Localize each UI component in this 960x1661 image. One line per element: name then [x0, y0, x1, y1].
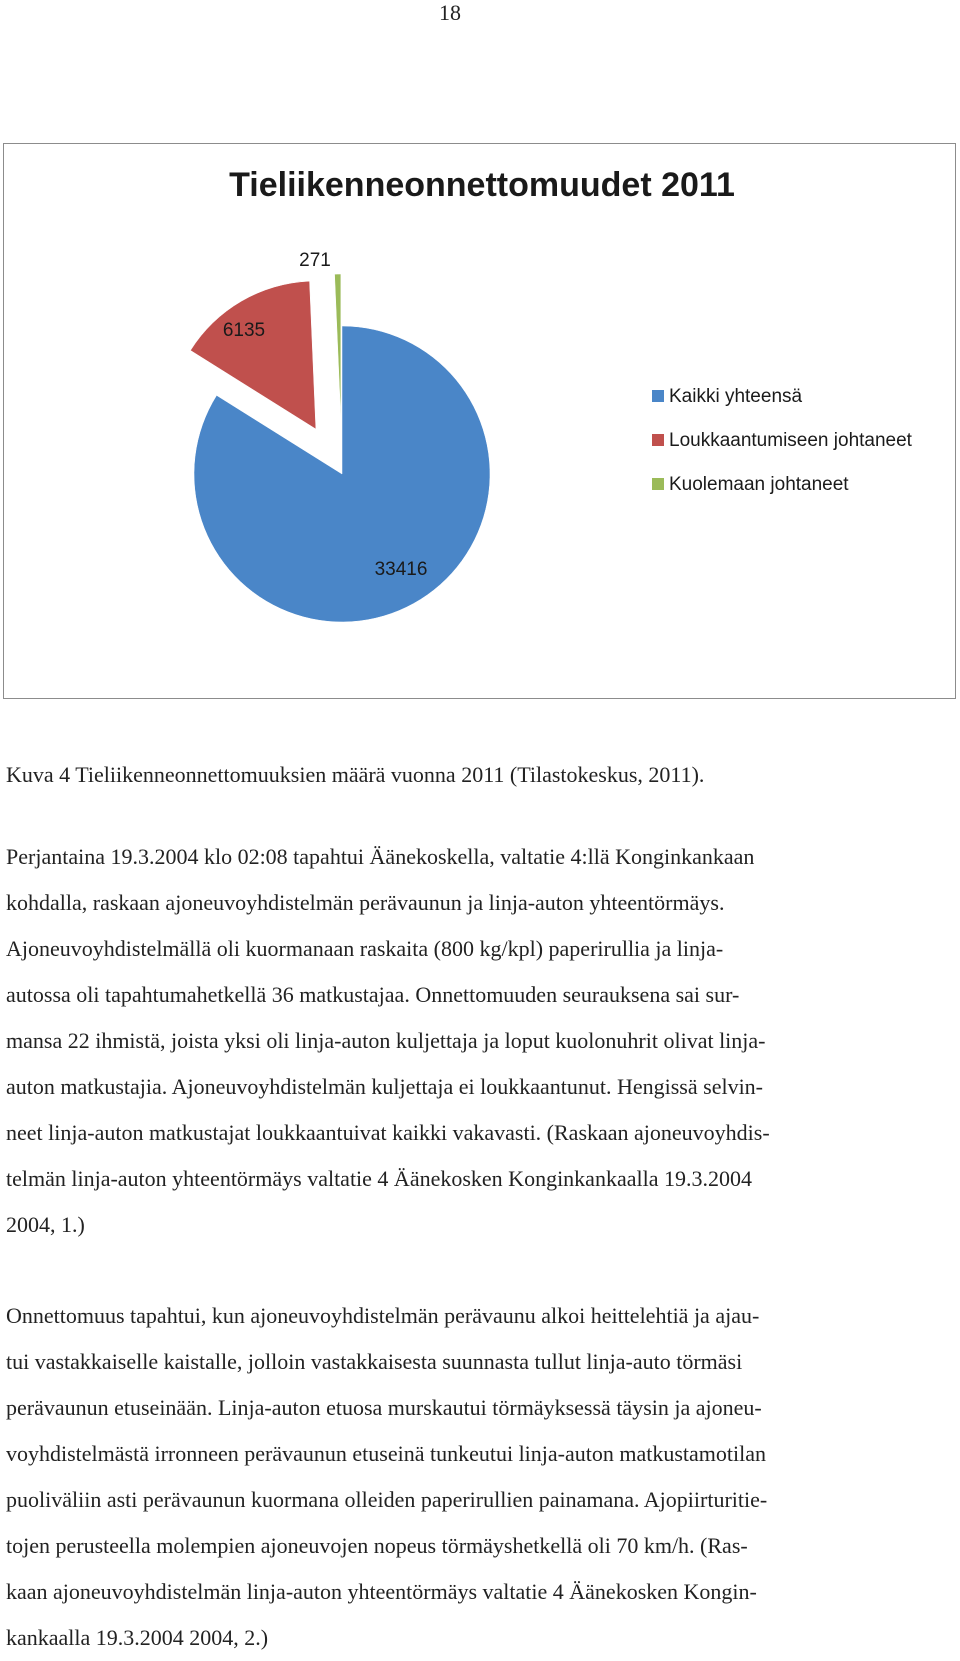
paragraph-line: perävaunun etuseinään. Linja-auton etuosa murskautui törmäyksessä täysin ja ajoneu-: [6, 1395, 762, 1420]
paragraph-line: 2004, 1.): [6, 1212, 85, 1237]
body-paragraph-1: [6, 834, 936, 1248]
paragraph-line: kankaalla 19.3.2004 2004, 2.): [6, 1625, 269, 1650]
chart-title: Tieliikenneonnettomuudet 2011: [229, 166, 735, 204]
pie-data-label: 33416: [374, 559, 428, 580]
paragraph-line: Onnettomuus tapahtui, kun ajoneuvoyhdistelmän perävaunu alkoi heittelehtiä ja ajau-: [6, 1303, 760, 1328]
paragraph-line: kohdalla, raskaan ajoneuvoyhdistelmän perävaunun ja linja-auton yhteentörmäys.: [6, 890, 725, 915]
pie-slice: [190, 281, 315, 429]
paragraph-line: kaan ajoneuvoyhdistelmän linja-auton yhteentörmäys valtatie 4 Äänekosken Kongin-: [6, 1579, 757, 1604]
paragraph-line: telmän linja-auton yhteentörmäys valtatie 4 Äänekosken Konginkankaalla 19.3.2004: [6, 1166, 752, 1191]
paragraph-line: autossa oli tapahtumahetkellä 36 matkustajaa. Onnettomuuden seurauksena sai sur-: [6, 982, 740, 1007]
figure-caption: Kuva 4 Tieliikenneonnettomuuksien määrä vuonna 2011 (Tilastokeskus, 2011).: [6, 762, 705, 787]
chart-legend: [652, 386, 913, 495]
paragraph-line: voyhdistelmästä irronneen perävaunun etuseinä tunkeutui linja-auton matkustamotilan: [6, 1441, 767, 1466]
legend-label: Kuolemaan johtaneet: [669, 474, 849, 495]
legend-label: Kaikki yhteensä: [669, 386, 803, 407]
paragraph-line: mansa 22 ihmistä, joista yksi oli linja-auton kuljettaja ja loput kuolonuhrit olivat linja-: [6, 1028, 766, 1053]
paragraph-line: puoliväliin asti perävaunun kuormana olleiden paperirullien painamana. Ajopiirturitie-: [6, 1487, 768, 1512]
pie-slice: [335, 274, 341, 422]
pie-chart-frame: [3, 143, 956, 699]
paragraph-line: tojen perusteella molempien ajoneuvojen nopeus törmäyshetkellä oli 70 km/h. (Ras-: [6, 1533, 748, 1558]
paragraph-line: auton matkustajia. Ajoneuvoyhdistelmän kuljettaja ei loukkaantunut. Hengissä selvin-: [6, 1074, 764, 1099]
legend-label: Loukkaantumiseen johtaneet: [669, 430, 912, 451]
pie-data-label: 271: [299, 250, 331, 271]
pie-chart: [4, 144, 957, 700]
paragraph-line: Ajoneuvoyhdistelmällä oli kuormanaan raskaita (800 kg/kpl) paperirullia ja linja-: [6, 936, 724, 961]
pie-data-label: 6135: [222, 320, 266, 341]
paragraph-line: Perjantaina 19.3.2004 klo 02:08 tapahtui Äänekoskella, valtatie 4:llä Konginkankaan: [6, 844, 755, 869]
page-number: 18: [439, 0, 461, 25]
legend-swatch: [652, 478, 664, 490]
legend-swatch: [652, 434, 664, 446]
legend-swatch: [652, 390, 664, 402]
paragraph-line: tui vastakkaiselle kaistalle, jolloin vastakkaisesta suunnasta tullut linja-auto törmäsi: [6, 1349, 743, 1374]
body-paragraph-2: [6, 1293, 936, 1661]
paragraph-line: neet linja-auton matkustajat loukkaantuivat kaikki vakavasti. (Raskaan ajoneuvoyhdis-: [6, 1120, 770, 1145]
